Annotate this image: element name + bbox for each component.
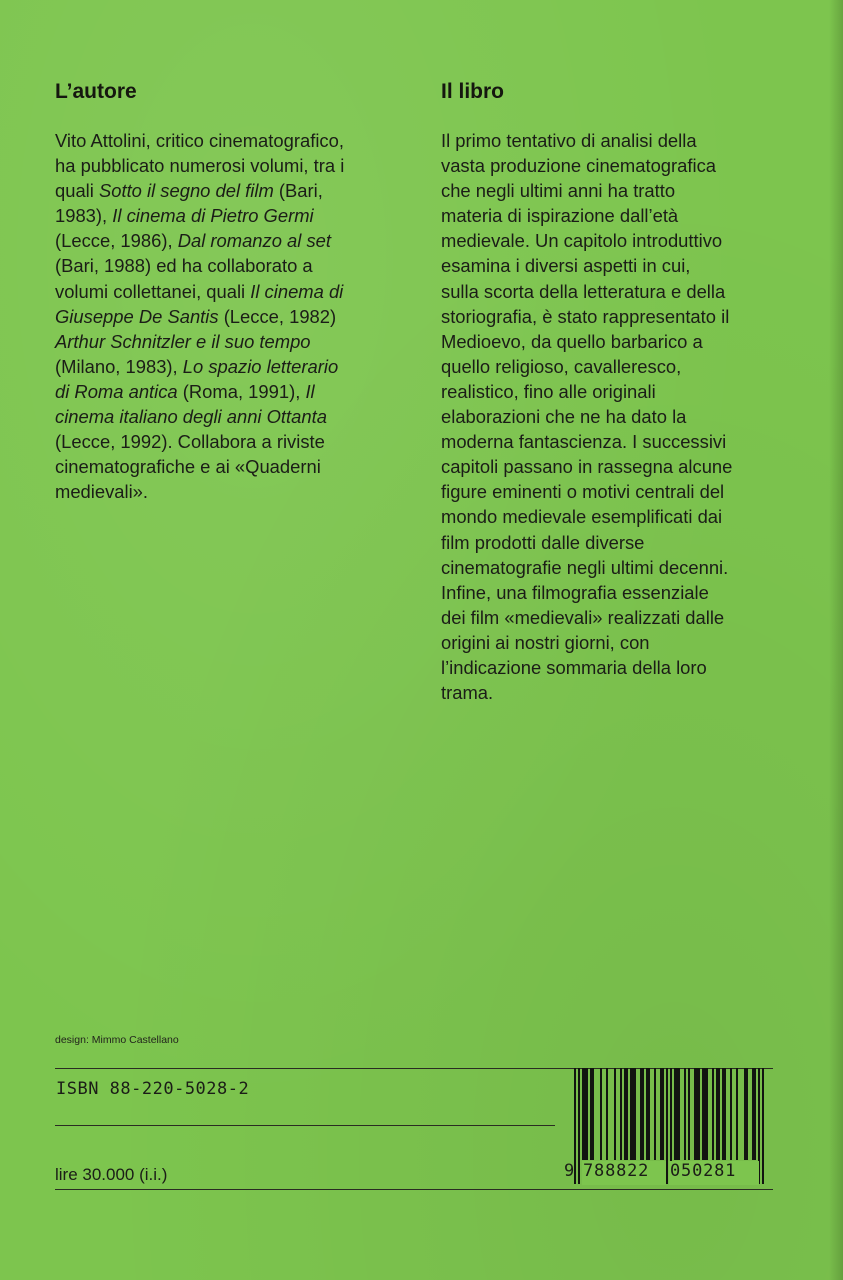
barcode-bar [614, 1068, 616, 1160]
barcode-bar [642, 1068, 644, 1160]
barcode-bar [592, 1068, 594, 1160]
barcode-bar [716, 1068, 718, 1160]
cover-edge-shadow [829, 0, 843, 1280]
barcode-bar [718, 1068, 720, 1160]
author-bio-line [55, 228, 415, 253]
italic-title-run: Dal romanzo al set [177, 230, 332, 252]
italic-title-run: cinema italiano degli anni Ottanta [55, 406, 327, 428]
author-bio-line [55, 153, 415, 178]
author-bio-line [55, 178, 415, 203]
barcode-digits [566, 1161, 773, 1185]
italic-title-run: Il cinema di Pietro Germi [112, 205, 314, 227]
barcode-bar [702, 1068, 704, 1160]
barcode-bar [654, 1068, 656, 1160]
barcode-bar [674, 1068, 676, 1160]
text-run: 1983), [55, 205, 113, 227]
author-bio-line [55, 329, 415, 354]
barcode-bar [600, 1068, 602, 1160]
italic-title-run: Sotto il segno del film [98, 180, 274, 202]
isbn-bottom-rule [55, 1125, 555, 1126]
book-description-line: trama. [441, 682, 494, 704]
barcode-right-group: 050281 [670, 1161, 737, 1181]
text-run: quali [55, 180, 99, 202]
italic-title-run: Il [305, 380, 315, 402]
barcode-bar [626, 1068, 628, 1160]
book-description-line: Infine, una filmografia essenziale [441, 581, 709, 603]
author-heading: L’autore [55, 80, 137, 103]
author-bio-line [55, 479, 415, 504]
text-run: cinematografiche e ai «Quaderni [55, 456, 321, 478]
design-credit: design: Mimmo Castellano [55, 1034, 179, 1046]
author-bio [55, 128, 415, 504]
barcode-bar [646, 1068, 648, 1160]
barcode-bar [730, 1068, 732, 1160]
barcode-bar [754, 1068, 756, 1160]
book-description-line: Il primo tentativo di analisi della [441, 130, 697, 151]
text-run: (Lecce, 1982) [218, 305, 337, 327]
book-description-line: materia di ispirazione dall’età [441, 205, 679, 227]
book-heading: Il libro [441, 80, 504, 103]
barcode-bar [648, 1068, 650, 1160]
text-run: ha pubblicato numerosi volumi, tra i [55, 155, 345, 177]
book-description-line: origini ai nostri giorni, con [441, 631, 650, 653]
author-bio-line [55, 253, 415, 278]
barcode-bar [698, 1068, 700, 1160]
barcode-bar [590, 1068, 592, 1160]
text-run: (Lecce, 1986), [55, 230, 178, 252]
author-bio-line [55, 354, 415, 379]
barcode-bar [582, 1068, 584, 1160]
author-bio-line [55, 379, 415, 404]
text-run: medievali». [55, 481, 149, 503]
barcode-bar [696, 1068, 698, 1160]
barcode-bar [620, 1068, 622, 1160]
italic-title-run: Arthur Schnitzler e il suo tempo [55, 330, 311, 352]
isbn-text: ISBN 88-220-5028-2 [56, 1079, 250, 1099]
book-description-line: film prodotti dalle diverse [441, 531, 645, 553]
book-description-line: esamina i diversi aspetti in cui, [441, 255, 691, 277]
barcode-bar [586, 1068, 588, 1160]
book-description-line: dei film «medievali» realizzati dalle [441, 606, 725, 628]
barcode-bar [694, 1068, 696, 1160]
barcode-bar [624, 1068, 626, 1160]
barcode-bar [722, 1068, 724, 1160]
book-section [441, 78, 821, 705]
text-run: (Bari, [273, 180, 323, 202]
book-description-line: realistico, fino alle originali [441, 380, 656, 402]
barcode-bar [706, 1068, 708, 1160]
barcode-bar [660, 1068, 662, 1160]
book-description-line: capitoli passano in rassegna alcune [441, 456, 733, 478]
barcode-bar [662, 1068, 664, 1160]
book-description-line: sulla scorta della letteratura e della [441, 280, 726, 302]
barcode-bar [632, 1068, 634, 1160]
barcode-bar [752, 1068, 754, 1160]
book-description-line: che negli ultimi anni ha tratto [441, 180, 676, 202]
barcode-bar [634, 1068, 636, 1160]
book-description-line: medievale. Un capitolo introduttivo [441, 230, 723, 252]
book-description-line: cinematografie negli ultimi decenni. [441, 556, 729, 578]
author-section [55, 78, 415, 504]
price-bottom-rule [55, 1189, 773, 1190]
author-bio-line [55, 429, 415, 454]
text-run: Vito Attolini, critico cinematografico, [55, 130, 344, 151]
barcode-bar [724, 1068, 726, 1160]
barcode-bar [678, 1068, 680, 1160]
italic-title-run: Giuseppe De Santis [55, 305, 219, 327]
barcode-bar [736, 1068, 738, 1160]
book-description-line: figure eminenti o motivi centrali del [441, 481, 725, 503]
book-description [441, 128, 821, 705]
book-description-line: l’indicazione sommaria della loro [441, 656, 707, 678]
barcode-left-group: 788822 [583, 1161, 650, 1181]
barcode-bar [746, 1068, 748, 1160]
barcode-bar [676, 1068, 678, 1160]
text-run: volumi collettanei, quali [55, 280, 251, 302]
author-bio-line [55, 128, 415, 153]
text-run: (Roma, 1991), [177, 380, 306, 402]
italic-title-run: Lo spazio letterario [182, 355, 339, 377]
barcode-bar [640, 1068, 642, 1160]
book-description-line: storiografia, è stato rappresentato il [441, 305, 730, 327]
italic-title-run: Il cinema di [250, 280, 344, 302]
author-bio-line [55, 203, 415, 228]
book-description-line: Medioevo, da quello barbarico a [441, 330, 703, 352]
text-run: (Bari, 1988) ed ha collaborato a [55, 255, 313, 277]
barcode-bar [704, 1068, 706, 1160]
barcode-first-digit: 9 [564, 1161, 575, 1181]
barcode-bar [688, 1068, 690, 1160]
barcode-bar [606, 1068, 608, 1160]
author-bio-line [55, 454, 415, 479]
barcode-bar [684, 1068, 686, 1160]
price-text: lire 30.000 (i.i.) [55, 1165, 168, 1184]
author-bio-line [55, 304, 415, 329]
barcode-bar [584, 1068, 586, 1160]
author-bio-line [55, 404, 415, 429]
text-run: (Lecce, 1992). Collabora a riviste [55, 431, 325, 453]
text-run: (Milano, 1983), [55, 355, 183, 377]
book-description-line: moderna fantascienza. I successivi [441, 431, 727, 453]
barcode-bar [744, 1068, 746, 1160]
author-bio-line [55, 279, 415, 304]
book-description-line: mondo medievale esemplificati dai [441, 506, 723, 528]
barcode-bar [712, 1068, 714, 1160]
book-description-line: quello religioso, cavalleresco, [441, 355, 682, 377]
book-description-line: vasta produzione cinematografica [441, 155, 716, 177]
italic-title-run: di Roma antica [55, 380, 178, 402]
barcode-bar [630, 1068, 632, 1160]
book-description-line: elaborazioni che ne ha dato la [441, 406, 687, 428]
